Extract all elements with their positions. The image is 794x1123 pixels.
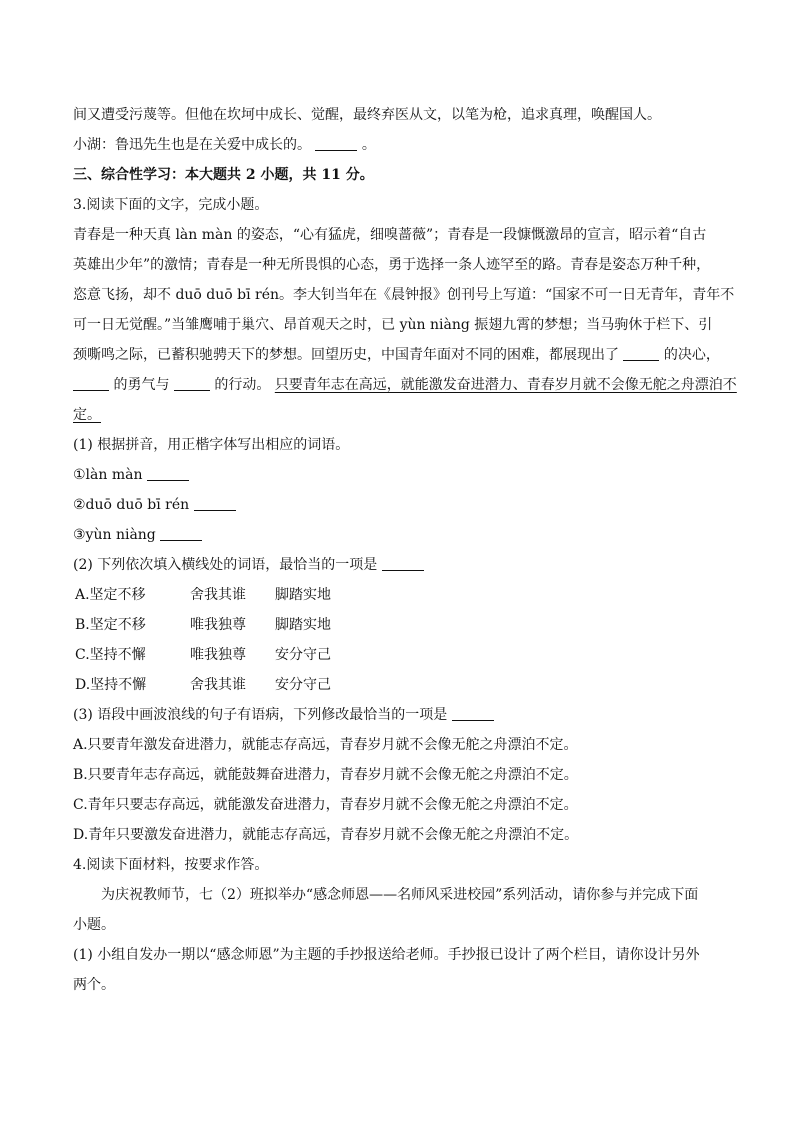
text-segment: (2) 下列依次填入横线处的词语，最恰当的一项是 xyxy=(73,557,378,573)
answer-blank[interactable] xyxy=(73,374,109,391)
option-word: 唯我独尊 xyxy=(190,617,246,633)
option-line[interactable]: D.青年只要激发奋进潜力，就能志存高远，青春岁月就不会像无舵之舟漂泊不定。 xyxy=(73,827,579,843)
question-title: 3.阅读下面的文字，完成小题。 xyxy=(73,197,269,213)
answer-blank[interactable] xyxy=(194,494,236,511)
passage-line: 可一日无觉醒。”当雏鹰哺于巢穴、昂首观天之时，已 yùn niàng 振翅九霄的梦想；当马驹休于栏下、引 xyxy=(73,317,713,333)
pinyin-label: ①làn màn xyxy=(73,467,143,483)
option-line[interactable]: C.青年只要志存高远，就能激发奋进潜力，青春岁月就不会像无舵之舟漂泊不定。 xyxy=(73,797,578,813)
passage-line: 英雄出少年”的激情；青春是一种无所畏惧的心态，勇于选择一条人迹罕至的路。青春是姿态万种千种， xyxy=(73,257,711,273)
text-segment: 的决心， xyxy=(663,347,720,363)
answer-blank[interactable] xyxy=(382,554,424,571)
answer-blank[interactable] xyxy=(174,374,210,391)
option-row[interactable] xyxy=(73,580,723,610)
text-line xyxy=(73,130,723,160)
text-segment: 的勇气与 xyxy=(113,377,170,393)
text-segment: 颈嘶鸣之际，已蓄积驰骋天下的梦想。回望历史，中国青年面对不同的困难，都展现出了 xyxy=(73,347,619,363)
option-word: 脚踏实地 xyxy=(275,617,331,633)
answer-blank[interactable] xyxy=(147,464,189,481)
option-line[interactable]: B.只要青年志存高远，就能鼓舞奋进潜力，青春岁月就不会像无舵之舟漂泊不定。 xyxy=(73,767,578,783)
section-heading: 三、综合性学习：本大题共 2 小题，共 11 分。 xyxy=(73,167,374,183)
option-line[interactable]: A.只要青年激发奋进潜力，就能志存高远，青春岁月就不会像无舵之舟漂泊不定。 xyxy=(73,737,578,753)
option-label: A.坚定不移 xyxy=(75,587,146,603)
sub-question xyxy=(73,700,723,730)
answer-blank[interactable] xyxy=(623,344,659,361)
sub-question: (1) 小组自发办一期以“感念师恩”为主题的手抄报送给老师。手抄报已设计了两个栏目，请你设计另外 xyxy=(73,947,700,963)
option-word: 唯我独尊 xyxy=(190,647,246,663)
text-segment: 的行动。 xyxy=(214,377,271,393)
wavy-underlined-sentence: 定。 xyxy=(73,407,101,423)
text-segment: (3) 语段中画波浪线的句子有语病，下列修改最恰当的一项是 xyxy=(73,707,448,723)
pinyin-label: ③yùn niàng xyxy=(73,527,156,543)
option-word: 舍我其谁 xyxy=(190,587,246,603)
passage-line xyxy=(73,370,737,400)
pinyin-item xyxy=(73,460,723,490)
document-page xyxy=(73,100,737,1000)
option-label: C.坚持不懈 xyxy=(75,647,146,663)
option-label: D.坚持不懈 xyxy=(75,677,147,693)
answer-blank[interactable] xyxy=(452,704,494,721)
passage-line xyxy=(73,400,723,430)
option-label: B.坚定不移 xyxy=(75,617,146,633)
pinyin-item xyxy=(73,520,723,550)
material-line: 为庆祝教师节，七（2）班拟举办“感念师恩——名师风采进校园”系列活动，请你参与并完成下面 xyxy=(101,887,699,903)
text-segment: 。 xyxy=(361,137,376,153)
passage-line: 恣意飞扬，却不 duō duō bī rén。李大钊当年在《晨钟报》创刊号上写道：“国家不可一日无青年，青年不 xyxy=(73,287,735,303)
passage-line: 青春是一种天真 làn màn 的姿态，“心有猛虎，细嗅蔷薇”；青春是一段慷慨激昂的宣言，昭示着“自古 xyxy=(73,227,707,243)
option-word: 舍我其谁 xyxy=(190,677,246,693)
sub-question xyxy=(73,550,723,580)
option-row[interactable] xyxy=(73,640,723,670)
passage-line xyxy=(73,340,723,370)
material-line: 小题。 xyxy=(73,917,115,933)
answer-blank[interactable] xyxy=(315,134,357,151)
text-segment: 小湖：鲁迅先生也是在关爱中成长的。 xyxy=(73,137,311,153)
option-word: 脚踏实地 xyxy=(275,587,331,603)
question-title: 4.阅读下面材料，按要求作答。 xyxy=(73,857,269,873)
option-row[interactable] xyxy=(73,670,723,700)
answer-blank[interactable] xyxy=(160,524,202,541)
text-line: 间又遭受污蔑等。但他在坎坷中成长、觉醒，最终弃医从文，以笔为枪，追求真理，唤醒国人。 xyxy=(73,107,661,123)
option-word: 安分守己 xyxy=(275,647,331,663)
pinyin-item xyxy=(73,490,723,520)
pinyin-label: ②duō duō bī rén xyxy=(73,497,190,513)
option-row[interactable] xyxy=(73,610,723,640)
sub-question: 两个。 xyxy=(73,977,115,993)
option-word: 安分守己 xyxy=(275,677,331,693)
wavy-underlined-sentence: 只要青年志在高远，就能激发奋进潜力、青春岁月就不会像无舵之舟漂泊不 xyxy=(274,377,737,393)
sub-question: (1) 根据拼音，用正楷字体写出相应的词语。 xyxy=(73,437,350,453)
